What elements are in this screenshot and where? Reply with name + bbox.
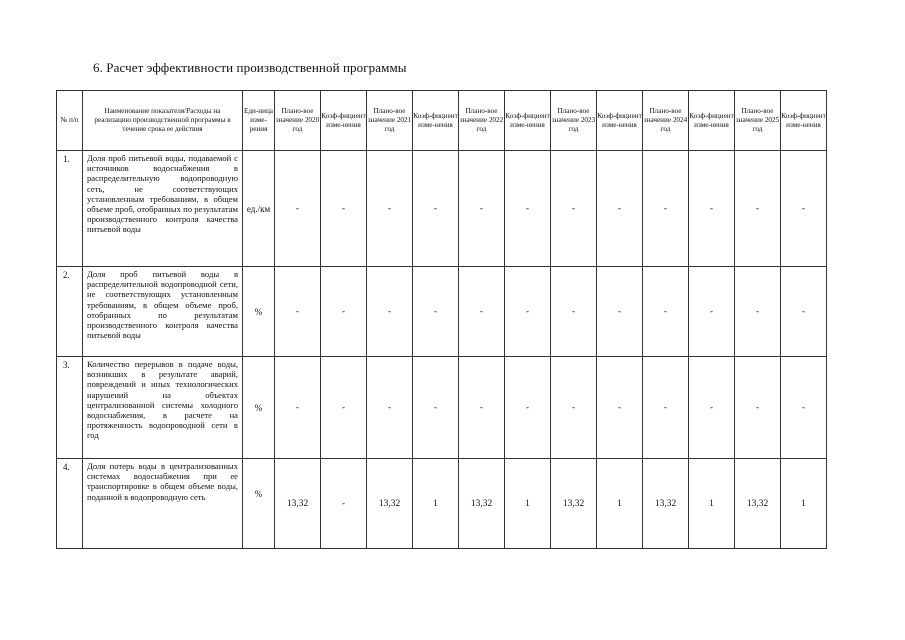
cell-value: - bbox=[597, 357, 643, 459]
header-coef: Коэф-фициент изме-нения bbox=[781, 91, 827, 151]
cell-value: - bbox=[505, 151, 551, 267]
cell-value: - bbox=[275, 357, 321, 459]
row-number: 2. bbox=[57, 267, 83, 357]
cell-value: 1 bbox=[781, 459, 827, 549]
header-coef: Коэф-фициент изме-нения bbox=[689, 91, 735, 151]
cell-value: - bbox=[459, 357, 505, 459]
row-description: Количество перерывов в подаче воды, возникших в результате аварий, повреждений и иных технологических нарушений на объектах централизованной системы холодного водоснабжения, в расчете на протяженность водопроводной сети в год bbox=[83, 357, 243, 459]
header-unit: Еди-ница изме-рения bbox=[243, 91, 275, 151]
cell-value: - bbox=[413, 267, 459, 357]
cell-value: - bbox=[689, 357, 735, 459]
cell-value: 1 bbox=[689, 459, 735, 549]
header-name: Наименование показателя/Расходы на реализацию производственной программы в течение срока ее действия bbox=[83, 91, 243, 151]
section-title: 6. Расчет эффективности производственной программы bbox=[93, 60, 407, 75]
cell-value: - bbox=[597, 151, 643, 267]
cell-value: - bbox=[275, 151, 321, 267]
row-unit: % bbox=[243, 357, 275, 459]
cell-value: 1 bbox=[597, 459, 643, 549]
cell-value: 1 bbox=[413, 459, 459, 549]
row-unit: % bbox=[243, 267, 275, 357]
cell-value: 13,32 bbox=[459, 459, 505, 549]
header-coef: Коэф-фициент изме-нения bbox=[597, 91, 643, 151]
row-number: 4. bbox=[57, 459, 83, 549]
table-row bbox=[57, 357, 827, 459]
efficiency-table bbox=[56, 90, 827, 549]
cell-value: - bbox=[505, 357, 551, 459]
cell-value: - bbox=[459, 267, 505, 357]
cell-value: 13,32 bbox=[643, 459, 689, 549]
row-unit: % bbox=[243, 459, 275, 549]
cell-value: 1 bbox=[505, 459, 551, 549]
header-plan-2025: Плано-вое значение 2025 год bbox=[735, 91, 781, 151]
cell-value: - bbox=[367, 357, 413, 459]
header-coef: Коэф-фициент изме-нения bbox=[321, 91, 367, 151]
cell-value: 13,32 bbox=[735, 459, 781, 549]
cell-value: - bbox=[321, 459, 367, 549]
cell-value: - bbox=[413, 151, 459, 267]
cell-value: - bbox=[597, 267, 643, 357]
header-row bbox=[57, 91, 827, 151]
cell-value: - bbox=[551, 151, 597, 267]
cell-value: - bbox=[367, 151, 413, 267]
cell-value: 13,32 bbox=[551, 459, 597, 549]
cell-value: - bbox=[413, 357, 459, 459]
row-description: Доля потерь воды в централизованных системах водоснабжения при ее транспортировке в общем объеме воды, поданной в водопроводную сеть bbox=[83, 459, 243, 549]
header-num: № п/п bbox=[57, 91, 83, 151]
cell-value: - bbox=[781, 357, 827, 459]
cell-value: - bbox=[643, 151, 689, 267]
header-coef: Коэф-фициент изме-нения bbox=[505, 91, 551, 151]
cell-value: 13,32 bbox=[275, 459, 321, 549]
cell-value: - bbox=[643, 357, 689, 459]
cell-value: - bbox=[643, 267, 689, 357]
header-plan-2023: Плано-вое значение 2023 год bbox=[551, 91, 597, 151]
cell-value: - bbox=[321, 151, 367, 267]
cell-value: 13,32 bbox=[367, 459, 413, 549]
cell-value: - bbox=[321, 267, 367, 357]
row-description: Доля проб питьевой воды, подаваемой с источников водоснабжения в распределительную водопроводную сеть, не соответствующих установленным требованиям, в общем объеме проб, отобранных по результатам производственного контроля качества питьевой воды bbox=[83, 151, 243, 267]
cell-value: - bbox=[551, 267, 597, 357]
cell-value: - bbox=[367, 267, 413, 357]
header-plan-2021: Плано-вое значение 2021 год bbox=[367, 91, 413, 151]
header-plan-2020: Плано-вое значение 2020 год bbox=[275, 91, 321, 151]
header-plan-2022: Плано-вое значение 2022 год bbox=[459, 91, 505, 151]
table-row bbox=[57, 459, 827, 549]
row-number: 3. bbox=[57, 357, 83, 459]
header-plan-2024: Плано-вое значение 2024 год bbox=[643, 91, 689, 151]
cell-value: - bbox=[689, 151, 735, 267]
table-row bbox=[57, 151, 827, 267]
cell-value: - bbox=[735, 151, 781, 267]
cell-value: - bbox=[781, 151, 827, 267]
cell-value: - bbox=[551, 357, 597, 459]
cell-value: - bbox=[275, 267, 321, 357]
cell-value: - bbox=[735, 267, 781, 357]
cell-value: - bbox=[735, 357, 781, 459]
cell-value: - bbox=[505, 267, 551, 357]
row-number: 1. bbox=[57, 151, 83, 267]
header-coef: Коэф-фициент изме-нения bbox=[413, 91, 459, 151]
cell-value: - bbox=[689, 267, 735, 357]
cell-value: - bbox=[781, 267, 827, 357]
table-row bbox=[57, 267, 827, 357]
row-unit: ед./км bbox=[243, 151, 275, 267]
cell-value: - bbox=[321, 357, 367, 459]
row-description: Доля проб питьевой воды в распределительной водопроводной сети, не соответствующих установленным требованиям, в общем объеме проб, отобранных по результатам производственного контроля качества питьевой воды bbox=[83, 267, 243, 357]
cell-value: - bbox=[459, 151, 505, 267]
